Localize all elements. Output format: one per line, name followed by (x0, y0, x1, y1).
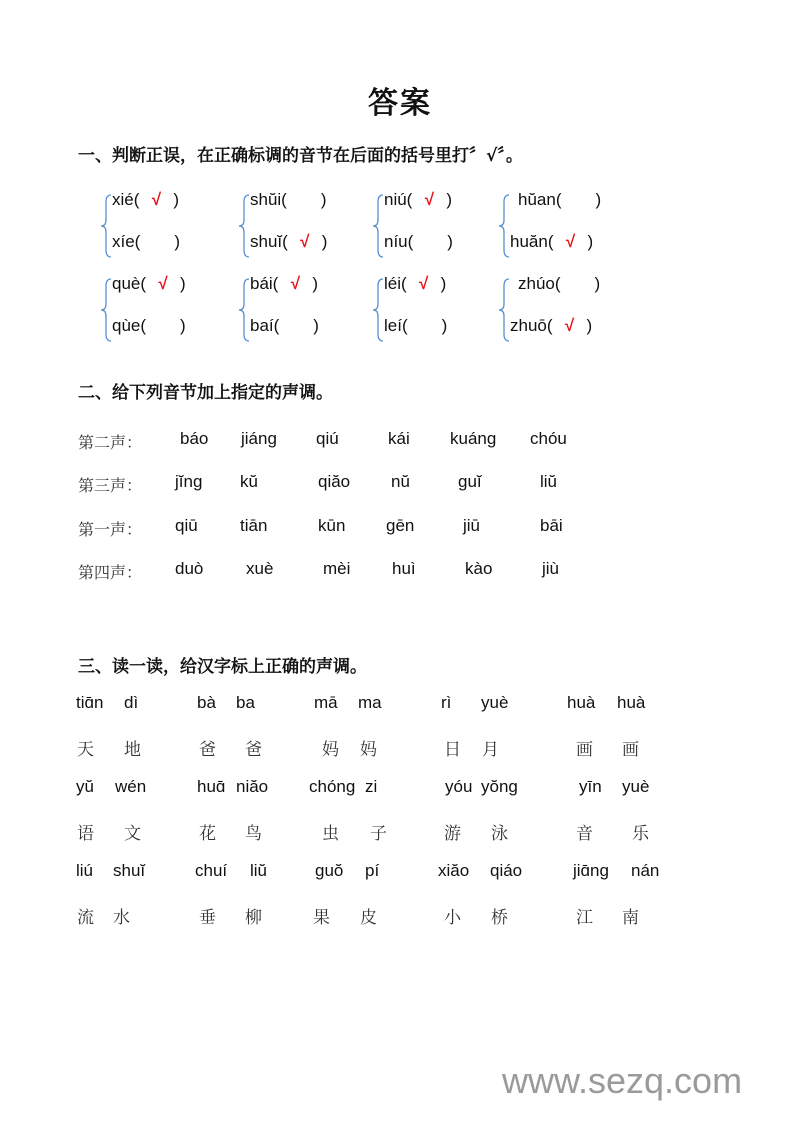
answer-slot[interactable] (146, 274, 180, 294)
pinyin: zi (365, 777, 378, 796)
syllable: níu( (384, 232, 414, 251)
syllable: baí( (250, 316, 280, 335)
hanzi: 柳 (245, 908, 262, 928)
pinyin: huɑ̄ (197, 777, 226, 796)
pinyin: yuè (481, 693, 509, 712)
check-mark-icon: √ (565, 232, 576, 251)
tone-syllable: jĭng (175, 472, 203, 491)
section2-heading: 二、给下列音节加上指定的声调。 (78, 383, 333, 403)
hanzi: 皮 (360, 908, 377, 928)
pinyin: ma (358, 693, 382, 712)
judge-item-top (250, 190, 327, 210)
hanzi: 爸 (199, 740, 216, 760)
tone-syllable: qiū (175, 516, 198, 535)
check-mark-icon: √ (151, 190, 162, 209)
hanzi: 爸 (245, 740, 262, 760)
pinyin: yuè (622, 777, 650, 796)
pinyin: yīn (579, 777, 602, 796)
brace-icon (372, 278, 384, 342)
syllable: xié( (112, 190, 140, 209)
tone-syllable: qiăo (318, 472, 351, 491)
judge-item-top (518, 274, 600, 294)
judge-item-bottom (384, 316, 447, 336)
tone-label: 第三声： (78, 476, 143, 495)
hanzi: 日 (444, 740, 461, 760)
answer-slot[interactable] (412, 190, 446, 210)
judge-item-bottom (384, 232, 453, 252)
tone-label: 第四声： (78, 563, 143, 582)
tone-syllable: mèi (323, 559, 351, 578)
syllable: zhúo( (518, 274, 561, 293)
close-paren: ) (180, 316, 186, 335)
tone-syllable: kŭ (240, 472, 258, 491)
tone-syllable: huì (392, 559, 416, 578)
judge-item-top (250, 274, 318, 294)
tone-syllable: xuè (246, 559, 274, 578)
page-title: 答案 (368, 86, 432, 121)
pinyin: mā (314, 693, 338, 712)
pinyin: yŭ (76, 777, 94, 796)
hanzi: 泳 (491, 824, 508, 844)
check-mark-icon: √ (419, 274, 429, 293)
check-mark-icon: √ (300, 232, 310, 251)
tone-syllable: kūn (318, 516, 346, 535)
close-paren: ) (595, 190, 602, 209)
check-mark-icon: √ (290, 274, 301, 293)
tone-syllable: liŭ (540, 472, 558, 491)
judge-item-bottom (250, 316, 319, 336)
syllable: qùe( (112, 316, 147, 335)
syllable: shŭi( (250, 190, 287, 209)
judge-item-bottom (510, 316, 592, 336)
close-paren: ) (174, 232, 181, 251)
section1-heading: 一、判断正误，在正确标调的音节在后面的括号里打〞√〞。 (78, 146, 523, 166)
close-paren: ) (594, 274, 601, 293)
answer-slot[interactable] (278, 274, 312, 294)
syllable: léi( (384, 274, 407, 293)
pinyin: liú (76, 861, 94, 880)
syllable: hŭan( (518, 190, 562, 209)
judge-item-bottom (510, 232, 593, 252)
pinyin: huà (567, 693, 596, 712)
pinyin: guŏ (315, 861, 344, 880)
brace-icon (100, 194, 112, 258)
close-paren: ) (587, 232, 594, 251)
hanzi: 南 (622, 908, 639, 928)
pinyin: chuí (195, 861, 228, 880)
hanzi: 音 (576, 824, 593, 844)
check-mark-icon: √ (424, 190, 435, 209)
tone-syllable: báo (180, 429, 209, 448)
hanzi: 流 (77, 908, 94, 928)
hanzi: 乐 (632, 824, 649, 844)
brace-icon (498, 194, 510, 258)
hanzi: 水 (113, 908, 130, 928)
hanzi: 画 (622, 740, 639, 760)
hanzi: 妈 (322, 740, 339, 760)
hanzi: 果 (313, 908, 330, 928)
pinyin: ba (236, 693, 255, 712)
hanzi: 垂 (199, 908, 216, 928)
judge-item-top (112, 274, 186, 294)
judge-item-bottom (112, 232, 180, 252)
tone-label: 第一声： (78, 520, 143, 539)
pinyin: jiɑ̄ng (573, 861, 609, 880)
close-paren: ) (586, 316, 593, 335)
judge-item-top (384, 190, 452, 210)
check-mark-icon: √ (564, 316, 575, 335)
close-paren: ) (440, 274, 447, 293)
tone-syllable: jiáng (241, 429, 277, 448)
pinyin: huà (617, 693, 646, 712)
syllable: shuĭ( (250, 232, 288, 251)
close-paren: ) (441, 316, 448, 335)
answer-slot[interactable] (553, 316, 587, 336)
tone-syllable: kuáng (450, 429, 497, 448)
hanzi: 桥 (491, 908, 508, 928)
hanzi: 江 (576, 908, 593, 928)
tone-syllable: nŭ (391, 472, 410, 491)
brace-icon (238, 194, 250, 258)
close-paren: ) (321, 232, 328, 251)
tone-syllable: duò (175, 559, 204, 578)
watermark: www.sezq.com (502, 1060, 743, 1101)
pinyin: pí (365, 861, 380, 880)
judge-item-bottom (112, 316, 186, 336)
hanzi: 文 (124, 824, 141, 844)
close-paren: ) (446, 190, 453, 209)
hanzi: 画 (576, 740, 593, 760)
hanzi: 月 (482, 740, 499, 760)
pinyin: yóu (445, 777, 473, 796)
judge-item-top (112, 190, 179, 210)
answer-slot[interactable] (139, 190, 173, 210)
hanzi: 子 (370, 824, 387, 844)
answer-slot[interactable] (288, 232, 322, 252)
judge-item-top (384, 274, 446, 294)
pinyin: chóng (309, 777, 356, 796)
tone-syllable: jiù (542, 559, 560, 578)
tone-syllable: qiú (316, 429, 339, 448)
pinyin: wén (115, 777, 147, 796)
hanzi: 天 (77, 740, 94, 760)
close-paren: ) (180, 274, 186, 293)
tone-syllable: tiān (240, 516, 268, 535)
pinyin: rì (441, 693, 452, 712)
hanzi: 虫 (322, 824, 339, 844)
tone-syllable: chóu (530, 429, 567, 448)
hanzi: 小 (444, 908, 461, 928)
brace-icon (238, 278, 250, 342)
syllable: leí( (384, 316, 408, 335)
answer-slot[interactable] (553, 232, 587, 252)
hanzi: 妈 (360, 740, 377, 760)
tone-syllable: gēn (386, 516, 415, 535)
close-paren: ) (312, 274, 319, 293)
tone-syllable: bāi (540, 516, 563, 535)
brace-icon (372, 194, 384, 258)
brace-icon (100, 278, 112, 342)
judge-item-bottom (250, 232, 327, 252)
hanzi: 地 (124, 740, 141, 760)
syllable: zhuō( (510, 316, 553, 335)
tone-syllable: guĭ (458, 472, 482, 491)
brace-icon (498, 278, 510, 342)
tone-syllable: jiū (463, 516, 481, 535)
syllable: huăn( (510, 232, 554, 251)
pinyin: dì (124, 693, 139, 712)
close-paren: ) (320, 190, 327, 209)
tone-syllable: kái (388, 429, 410, 448)
syllable: xíe( (112, 232, 141, 251)
close-paren: ) (447, 232, 453, 251)
pinyin: tiɑ̄n (76, 693, 104, 712)
pinyin: liŭ (250, 861, 268, 880)
tone-label: 第二声： (78, 433, 143, 452)
syllable: niú( (384, 190, 413, 209)
pinyin: yŏng (481, 777, 518, 796)
pinyin: niăo (236, 777, 269, 796)
judge-item-top (518, 190, 601, 210)
hanzi: 花 (199, 824, 216, 844)
hanzi: 语 (77, 824, 94, 844)
pinyin: bà (197, 693, 216, 712)
pinyin: qiáo (490, 861, 523, 880)
hanzi: 鸟 (245, 824, 262, 844)
syllable: què( (112, 274, 147, 293)
check-mark-icon: √ (158, 274, 168, 293)
section3-heading: 三、读一读，给汉字标上正确的声调。 (78, 657, 367, 677)
close-paren: ) (173, 190, 180, 209)
close-paren: ) (313, 316, 319, 335)
pinyin: xiăo (438, 861, 470, 880)
pinyin: shuĭ (113, 861, 146, 880)
hanzi: 游 (444, 824, 461, 844)
pinyin: nán (631, 861, 660, 880)
tone-syllable: kào (465, 559, 493, 578)
syllable: bái( (250, 274, 279, 293)
answer-slot[interactable] (407, 274, 441, 294)
